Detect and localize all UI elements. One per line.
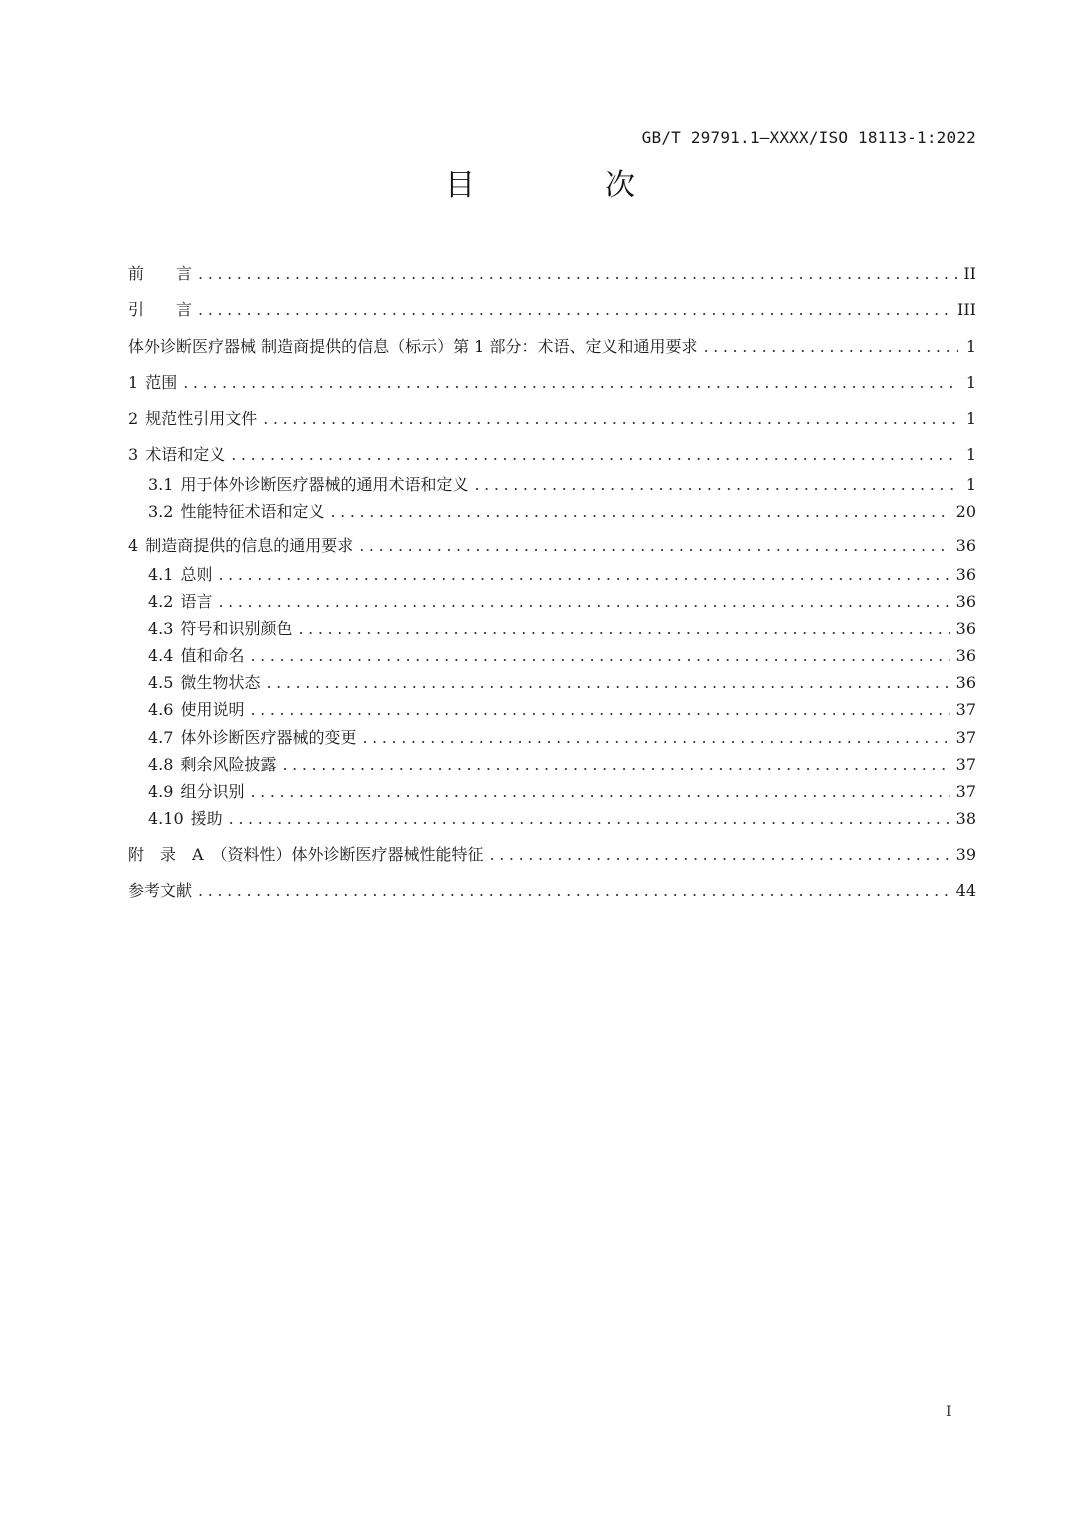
- toc-leader-dots: [229, 807, 950, 831]
- toc-entry-section-4-8[interactable]: [148, 753, 976, 777]
- toc-entry-label: 制造商提供的信息的通用要求: [145, 536, 354, 555]
- toc-entry-number: 4.10: [148, 809, 184, 828]
- toc-leader-dots: [298, 617, 949, 641]
- toc-entry-page: 36: [955, 646, 976, 665]
- toc-entry-section-4-4[interactable]: [148, 644, 976, 668]
- toc-entry-label: 术语和定义: [145, 445, 226, 464]
- toc-leader-dots: [183, 371, 958, 395]
- toc-entry-label: 总则: [180, 565, 213, 584]
- toc-entry-section-4-7[interactable]: [148, 726, 976, 750]
- toc-entry-section-2[interactable]: [128, 407, 976, 431]
- toc-entry-section-4-3[interactable]: [148, 617, 976, 641]
- toc-leader-dots: [250, 780, 949, 804]
- toc-leader-dots: [266, 671, 949, 695]
- toc-entry-page: 1: [965, 475, 976, 494]
- toc-entry-number: 4.8: [148, 755, 174, 774]
- toc-entry-label: 使用说明: [180, 700, 245, 719]
- toc-entry-page: 37: [955, 782, 976, 801]
- toc-entry-number: 4.7: [148, 728, 174, 747]
- toc-entry-section-3-1[interactable]: [148, 473, 976, 497]
- toc-entry-number: 2: [128, 409, 139, 428]
- toc-entry-page: 1: [965, 337, 976, 356]
- toc-leader-dots: [218, 563, 949, 587]
- toc-entry-label: 参考文献: [128, 881, 193, 900]
- toc-entry-section-3-2[interactable]: [148, 500, 976, 524]
- toc-entry-label: 体外诊断医疗器械的变更: [180, 728, 357, 747]
- toc-entry-page: 36: [955, 536, 976, 555]
- toc-entry-annex-a[interactable]: [128, 843, 976, 867]
- toc-leader-dots: [282, 753, 949, 777]
- toc-entry-page: 1: [965, 445, 976, 464]
- toc-entry-section-4-5[interactable]: [148, 671, 976, 695]
- toc-leader-dots: [362, 726, 949, 750]
- toc-entry-number: 3: [128, 445, 139, 464]
- toc-entry-number: 1: [128, 373, 139, 392]
- toc-entry-number: 4.3: [148, 619, 174, 638]
- toc-leader-dots: [218, 590, 949, 614]
- toc-leader-dots: [250, 698, 949, 722]
- toc-entry-section-1[interactable]: [128, 371, 976, 395]
- toc-leader-dots: [474, 473, 958, 497]
- toc-entry-number: 4.5: [148, 673, 174, 692]
- toc-entry-section-3[interactable]: [128, 443, 976, 467]
- toc-entry-foreword[interactable]: [128, 262, 976, 286]
- toc-entry-section-4[interactable]: [128, 534, 976, 558]
- toc-leader-dots: [198, 298, 951, 322]
- toc-entry-number: 4.4: [148, 646, 174, 665]
- toc-entry-page: 36: [955, 673, 976, 692]
- toc-entry-label: 前 言: [128, 264, 193, 283]
- toc-entry-page: 37: [955, 700, 976, 719]
- toc-entry-page: 20: [955, 502, 976, 521]
- toc-leader-dots: [703, 335, 958, 359]
- toc-entry-label: 引 言: [128, 300, 193, 319]
- toc-entry-number: 4.1: [148, 565, 174, 584]
- toc-entry-page: 37: [955, 728, 976, 747]
- toc-entry-label: 附 录 A （资料性）体外诊断医疗器械性能特征: [128, 845, 484, 864]
- toc-leader-dots: [490, 843, 950, 867]
- toc-entry-page: 36: [955, 565, 976, 584]
- toc-entry-label: 剩余风险披露: [180, 755, 277, 774]
- page-title: 目 次: [445, 168, 685, 203]
- toc-entry-page: 44: [955, 881, 976, 900]
- page-number: I: [946, 1404, 952, 1420]
- toc-entry-label: 值和命名: [180, 646, 245, 665]
- toc-entry-label: 组分识别: [180, 782, 245, 801]
- toc-entry-label: 体外诊断医疗器械 制造商提供的信息（标示）第 1 部分：术语、定义和通用要求: [128, 337, 698, 356]
- toc-entry-page: 37: [955, 755, 976, 774]
- toc-entry-document-title[interactable]: [128, 335, 976, 359]
- toc-entry-section-4-2[interactable]: [148, 590, 976, 614]
- toc-entry-page: 1: [965, 373, 976, 392]
- toc-entry-label: 规范性引用文件: [145, 409, 258, 428]
- toc-leader-dots: [263, 407, 958, 431]
- toc-entry-label: 用于体外诊断医疗器械的通用术语和定义: [180, 475, 469, 494]
- toc-entry-label: 符号和识别颜色: [180, 619, 293, 638]
- toc-entry-number: 4.2: [148, 592, 174, 611]
- toc-entry-section-4-9[interactable]: [148, 780, 976, 804]
- toc-entry-section-4-1[interactable]: [148, 563, 976, 587]
- toc-entry-page: 36: [955, 619, 976, 638]
- toc-entry-section-4-6[interactable]: [148, 698, 976, 722]
- toc-entry-page: 1: [965, 409, 976, 428]
- toc-leader-dots: [359, 534, 949, 558]
- toc-entry-label: 性能特征术语和定义: [180, 502, 325, 521]
- toc-entry-label: 微生物状态: [180, 673, 261, 692]
- toc-leader-dots: [198, 262, 957, 286]
- toc-entry-page: III: [957, 300, 976, 319]
- toc-entry-label: 范围: [145, 373, 178, 392]
- toc-leader-dots: [330, 500, 949, 524]
- toc-entry-page: II: [963, 264, 976, 283]
- toc-entry-number: 4.9: [148, 782, 174, 801]
- toc-entry-page: 38: [955, 809, 976, 828]
- toc-leader-dots: [250, 644, 949, 668]
- toc-entry-number: 3.1: [148, 475, 174, 494]
- toc-leader-dots: [231, 443, 958, 467]
- toc-entry-page: 39: [955, 845, 976, 864]
- toc-entry-page: 36: [955, 592, 976, 611]
- toc-entry-label: 语言: [180, 592, 213, 611]
- toc-entry-bibliography[interactable]: [128, 879, 976, 903]
- toc-entry-number: 3.2: [148, 502, 174, 521]
- toc-entry-label: 援助: [190, 809, 223, 828]
- standard-code: GB/T 29791.1—XXXX/ISO 18113-1:2022: [641, 128, 976, 147]
- toc-entry-section-4-10[interactable]: [148, 807, 976, 831]
- toc-leader-dots: [198, 879, 950, 903]
- toc-entry-number: 4: [128, 536, 139, 555]
- toc-entry-number: 4.6: [148, 700, 174, 719]
- toc-entry-introduction[interactable]: [128, 298, 976, 322]
